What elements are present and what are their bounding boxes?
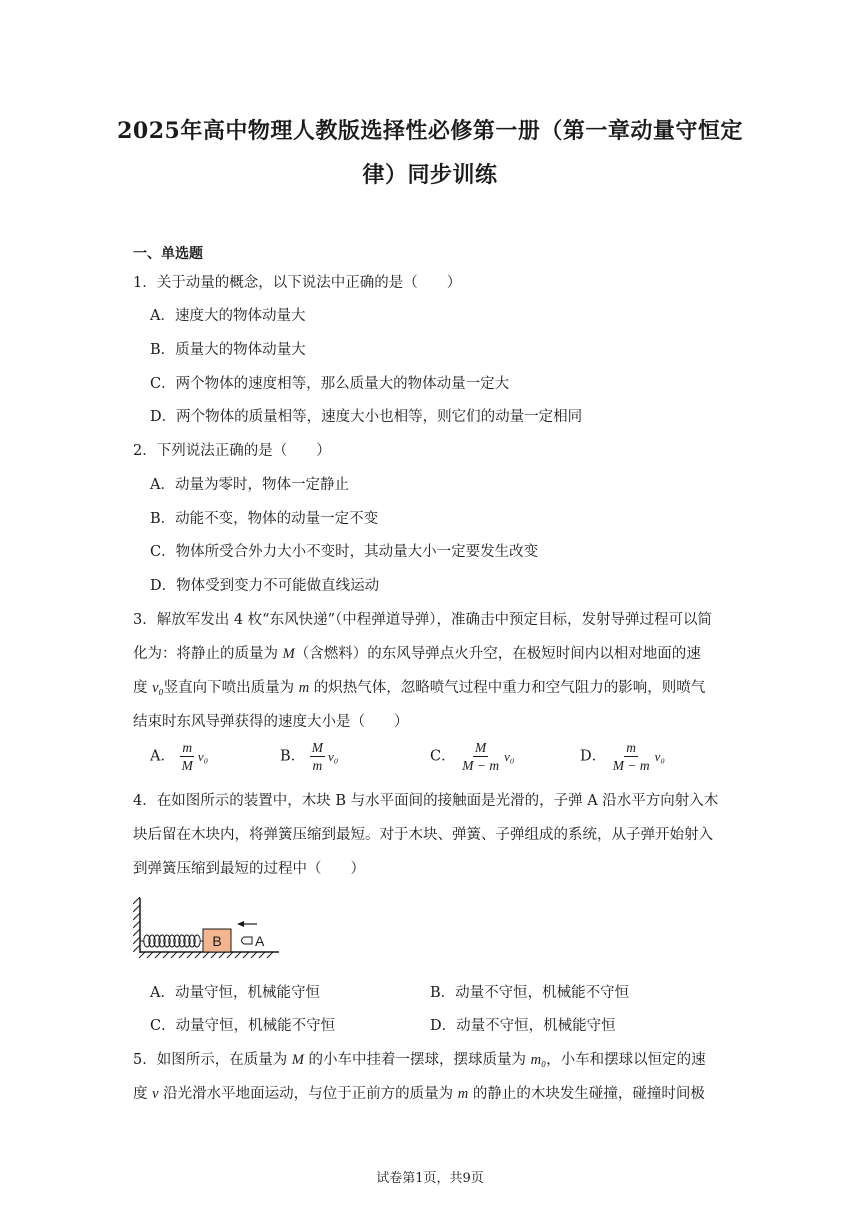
q2-option-d: D．物体受到变力不可能做直线运动 xyxy=(150,578,380,594)
q2-option-c: C．物体所受合外力大小不变时，其动量大小一定要发生改变 xyxy=(150,544,539,560)
q3-line-4: 结束时东风导弹获得的速度大小是（ ） xyxy=(133,714,409,730)
q4-option-d: D．动量不守恒，机械能守恒 xyxy=(430,1018,616,1034)
q4-line-3: 到弹簧压缩到最短的过程中（ ） xyxy=(133,861,365,877)
q5-line-2: 度 v 沿光滑水平地面运动，与位于正前方的质量为 m 的静止的木块发生碰撞，碰撞时间极 xyxy=(133,1086,705,1102)
q3-line-2: 化为：将静止的质量为 M（含燃料）的东风导弹点火升空，在极短时间内以相对地面的速 xyxy=(133,646,701,662)
ground-hatching xyxy=(139,952,273,958)
section-heading: 一、单选题 xyxy=(133,246,203,262)
page-footer: 试卷第1页，共9页 xyxy=(376,1171,484,1186)
q2-stem: 2．下列说法正确的是（ ） xyxy=(133,443,331,459)
q3-line-3: 度 v₀竖直向下喷出质量为 m 的炽热气体，忽略喷气过程中重力和空气阻力的影响，则喷气 xyxy=(133,680,706,696)
q2-option-a: A．动量为零时，物体一定静止 xyxy=(150,477,349,493)
q1-stem: 1．关于动量的概念，以下说法中正确的是（ ） xyxy=(133,275,462,291)
title-line-2: 律）同步训练 xyxy=(362,162,498,188)
bullet-a xyxy=(242,937,253,944)
spring xyxy=(140,935,203,947)
q1-option-c: C．两个物体的速度相等，那么质量大的物体动量一定大 xyxy=(150,376,510,392)
spring-block-figure xyxy=(133,890,283,960)
q4-option-c: C．动量守恒，机械能不守恒 xyxy=(150,1018,336,1034)
title-line-1: 2025年高中物理人教版选择性必修第一册（第一章动量守恒定 xyxy=(117,118,743,144)
block-b-label: B xyxy=(212,933,222,949)
q3-option-b: B． $\frac{M}{m}$ v₀ xyxy=(280,740,339,773)
q4-line-2: 块后留在木块内，将弹簧压缩到最短。对于木块、弹簧、子弹组成的系统，从子弹开始射入 xyxy=(133,827,713,843)
q1-option-b: B．质量大的物体动量大 xyxy=(150,342,306,358)
q1-option-d: D．两个物体的质量相等，速度大小也相等，则它们的动量一定相同 xyxy=(150,409,583,425)
q4-line-1: 4．在如图所示的装置中，木块 B 与水平面间的接触面是光滑的，子弹 A 沿水平方向射入木 xyxy=(133,793,719,809)
q1-option-a: A．速度大的物体动量大 xyxy=(150,308,306,324)
q4-option-a: A．动量守恒，机械能守恒 xyxy=(150,985,320,1001)
q3-option-a: A． $\frac{m}{M}$ v₀ xyxy=(150,740,209,773)
q3-option-d: D． $\frac{m}{M - m}$ v₀ xyxy=(580,740,665,773)
q3-option-c: C． $\frac{M}{M - m}$ v₀ xyxy=(430,740,515,773)
q5-line-1: 5．如图所示，在质量为 M 的小车中挂着一摆球，摆球质量为 m₀，小车和摆球以恒定的速 xyxy=(133,1052,706,1068)
bullet-a-label: A xyxy=(255,933,265,949)
q2-option-b: B．动能不变，物体的动量一定不变 xyxy=(150,511,379,527)
q3-line-1: 3．解放军发出 4 枚“东风快递”（中程弹道导弹），准确击中预定目标，发射导弹过程可以简 xyxy=(133,612,712,628)
velocity-arrow-head xyxy=(237,921,244,927)
wall-hatching xyxy=(133,897,140,952)
q4-option-b: B．动量不守恒，机械能不守恒 xyxy=(430,985,630,1001)
